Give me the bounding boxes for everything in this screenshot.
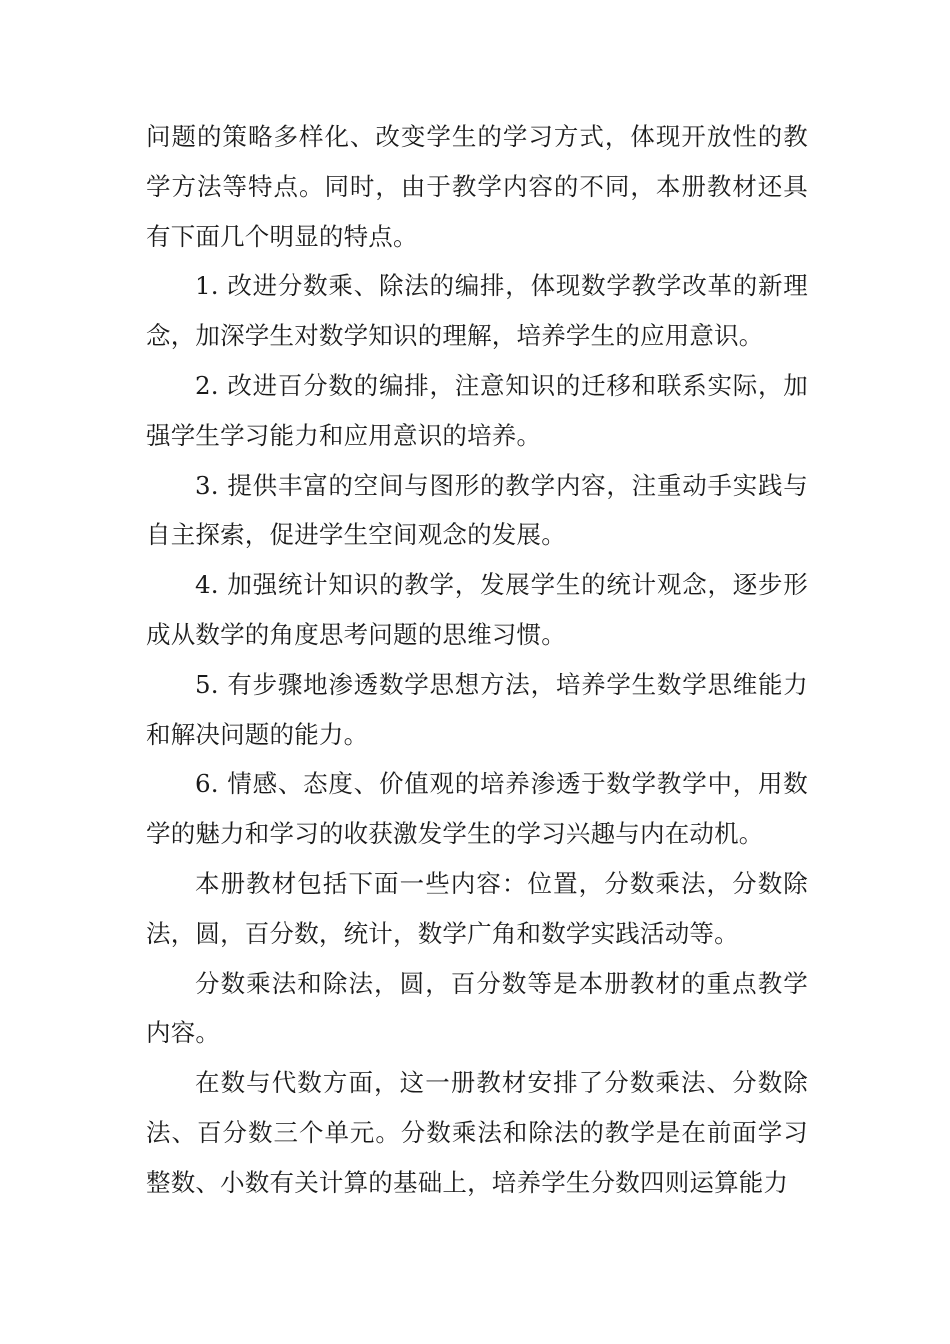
paragraph-point-4: 4. 加强统计知识的教学，发展学生的统计观念，逐步形成从数学的角度思考问题的思维习惯。 <box>146 570 808 649</box>
paragraph-intro-continuation: 问题的策略多样化、改变学生的学习方式，体现开放性的教学方法等特点。同时，由于教学内容的不同，本册教材还具有下面几个明显的特点。 <box>146 122 808 251</box>
paragraph-point-2: 2. 改进百分数的编排，注意知识的迁移和联系实际，加强学生学习能力和应用意识的培养。 <box>146 370 808 450</box>
paragraph-number-algebra: 在数与代数方面，这一册教材安排了分数乘法、分数除法、百分数三个单元。分数乘法和除法的教学是在前面学习整数、小数有关计算的基础上，培养学生分数四则运算能力 <box>146 1068 808 1197</box>
paragraph-point-5: 5. 有步骤地渗透数学思想方法，培养学生数学思维能力和解决问题的能力。 <box>146 669 808 749</box>
paragraph-contents: 本册教材包括下面一些内容：位置，分数乘法，分数除法，圆，百分数，统计，数学广角和数学实践活动等。 <box>146 868 808 948</box>
paragraph-key-content: 分数乘法和除法，圆，百分数等是本册教材的重点教学内容。 <box>146 968 808 1048</box>
paragraph-point-3: 3. 提供丰富的空间与图形的教学内容，注重动手实践与自主探索，促进学生空间观念的发展。 <box>146 470 808 550</box>
paragraph-point-1: 1. 改进分数乘、除法的编排，体现数学教学改革的新理念，加深学生对数学知识的理解，培养学生的应用意识。 <box>146 271 808 351</box>
paragraph-point-6: 6. 情感、态度、价值观的培养渗透于数学教学中，用数学的魅力和学习的收获激发学生的学习兴趣与内在动机。 <box>146 769 808 849</box>
document-body <box>146 112 808 1208</box>
